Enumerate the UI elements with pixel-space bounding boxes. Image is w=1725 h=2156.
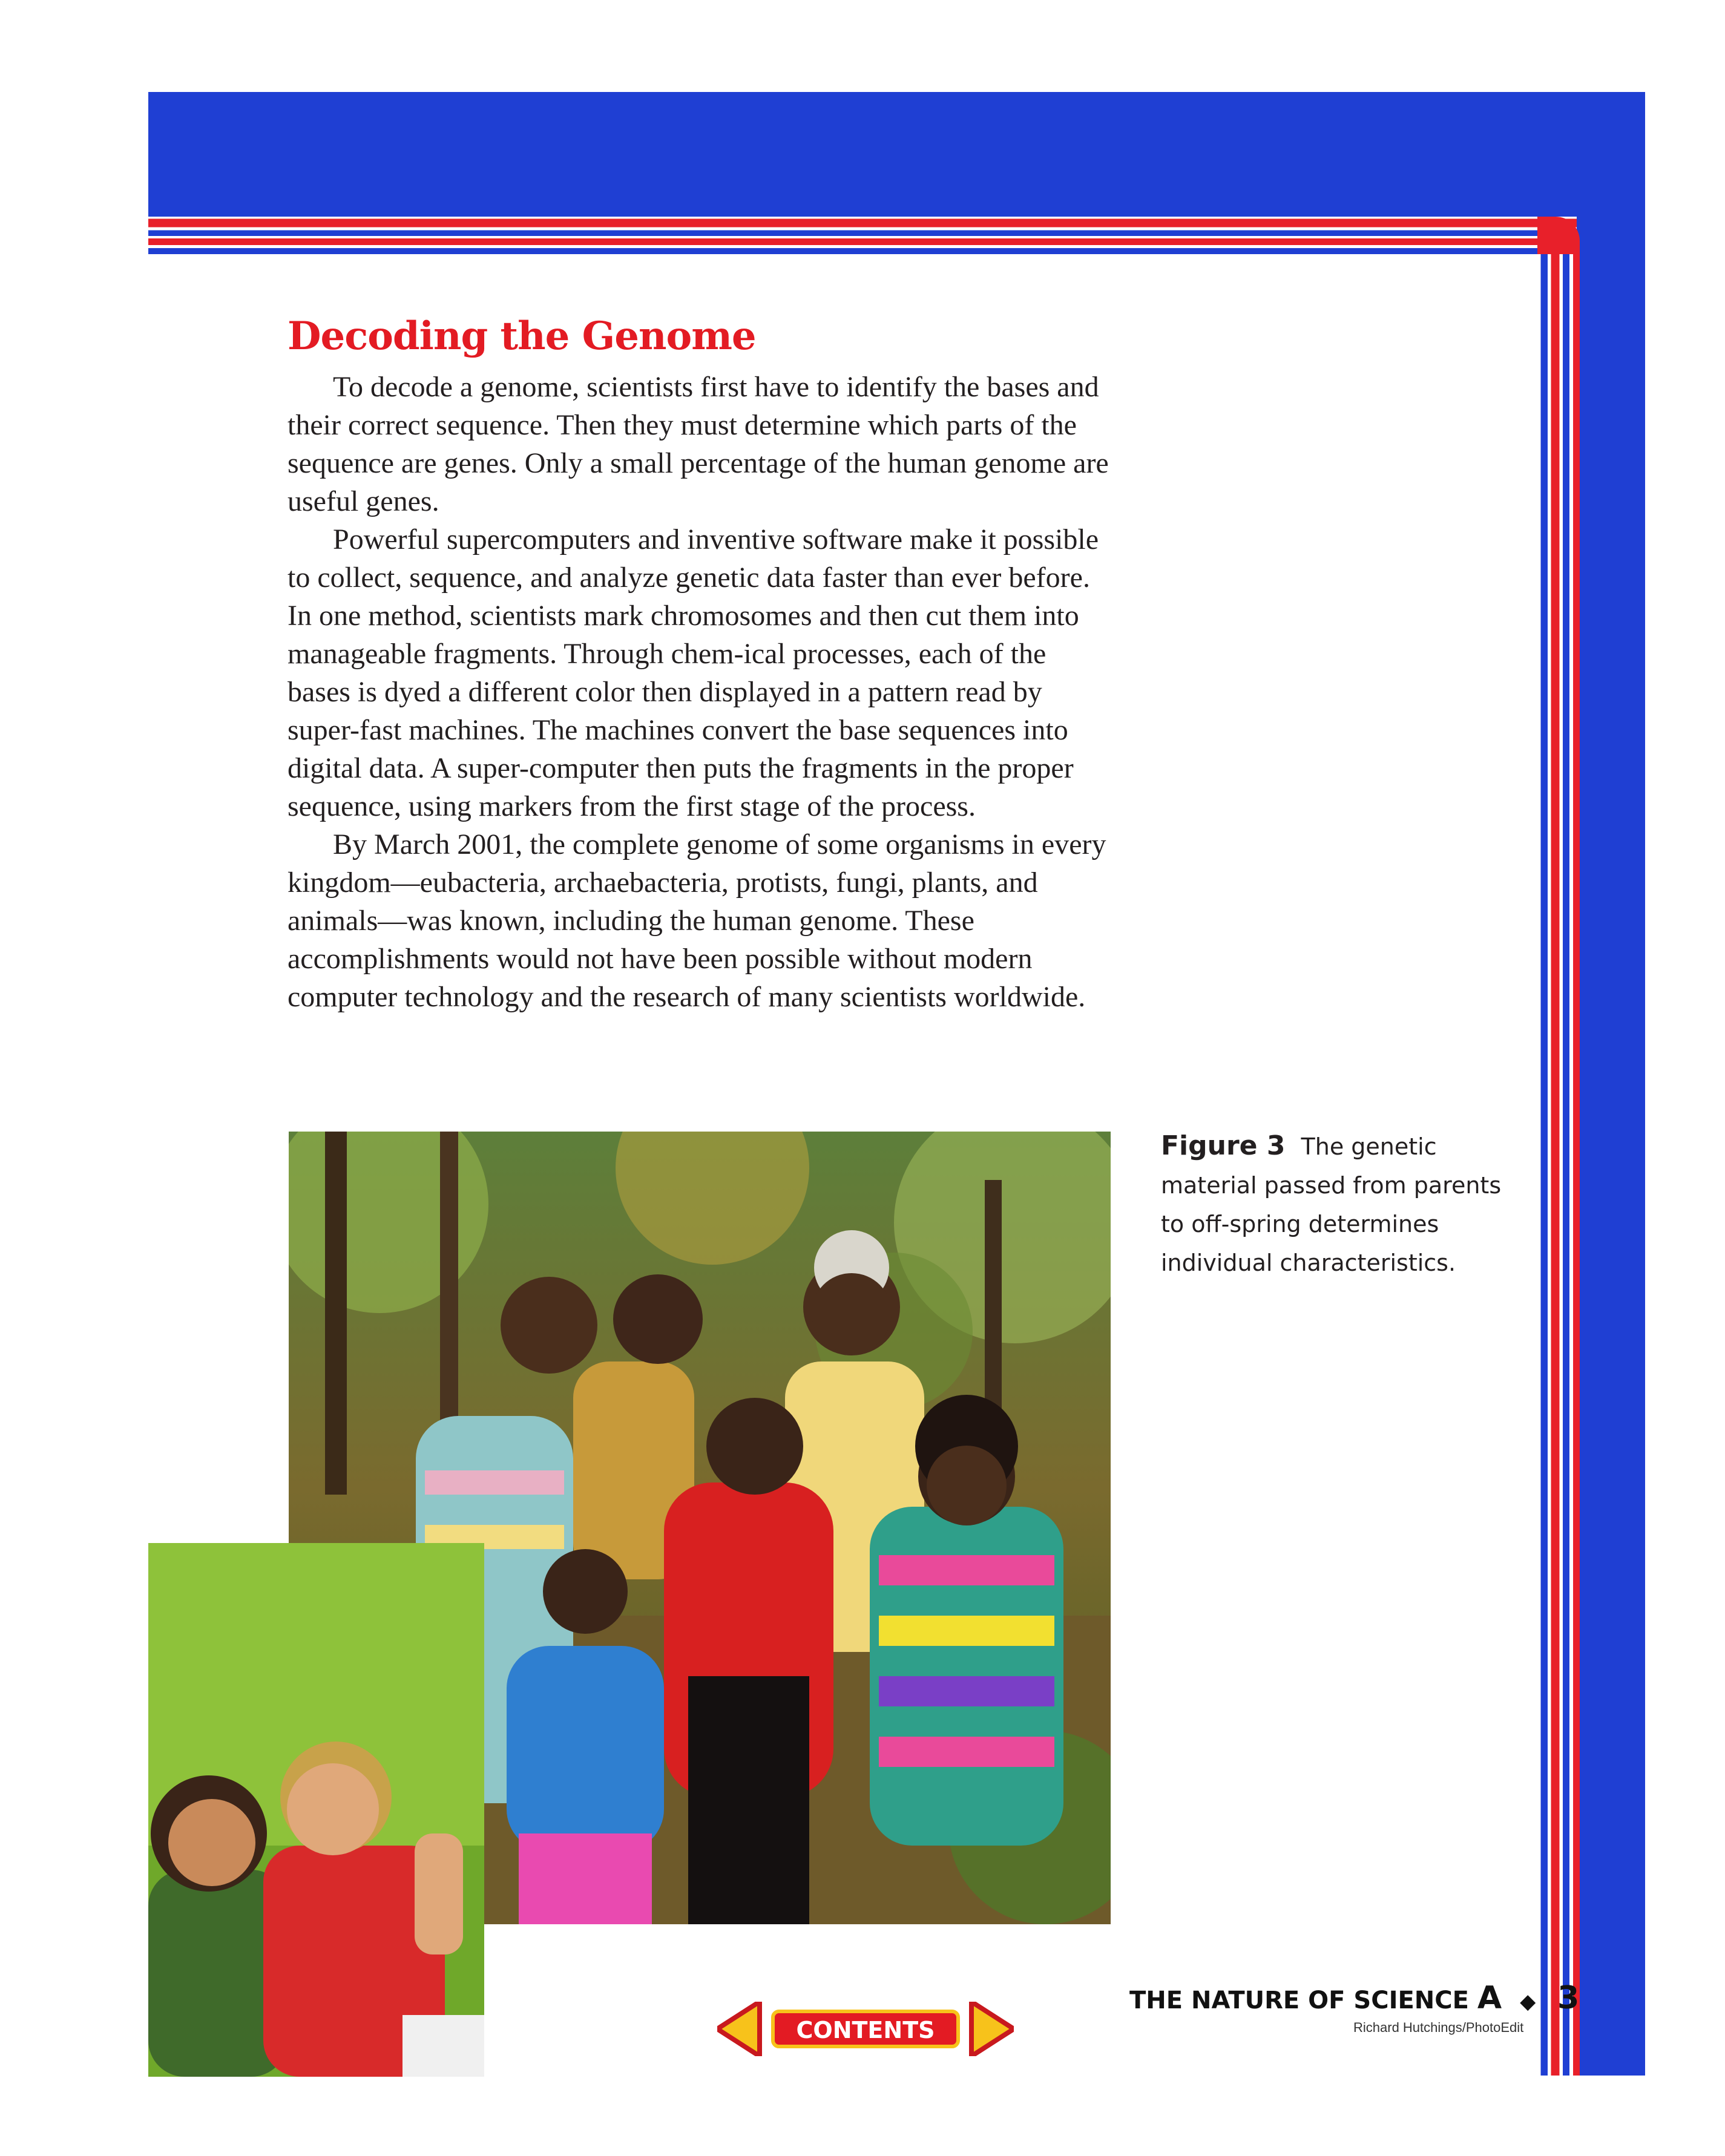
header-banner — [148, 92, 1645, 218]
next-page-arrow-icon[interactable] — [971, 2002, 1014, 2056]
header-stripe — [148, 217, 1577, 254]
contents-label: CONTENTS — [796, 2017, 935, 2043]
figure-caption-text: The genetic material passed from parents to off-spring determines individual characteristics. — [1161, 1133, 1502, 1276]
book-title: THE NATURE OF SCIENCE — [1129, 1987, 1469, 2014]
contents-nav-graphic — [717, 2002, 1014, 2056]
diamond-icon: ◆ — [1520, 1990, 1536, 2014]
photo-credit: Richard Hutchings/PhotoEdit — [1353, 2020, 1524, 2035]
teens-photo-illustration — [148, 1543, 484, 2077]
paragraph: By March 2001, the complete genome of some organisms in every kingdom—eubacteria, archaebacteria, protists, fungi, plants, and animals—was known, including the human genome. These accomplishments would not have been possible without modern computer technology and the research of many scientists worldwide. — [288, 828, 1106, 1013]
paragraph: Powerful supercomputers and inventive software make it possible to collect, sequence, and analyze genetic data faster than ever before. In one method, scientists mark chromosomes and then cut them into manageable fragments. Through chem-ical processes, each of the bases is dyed a different color then displayed in a pattern read by super-fast machines. The machines convert the base sequences into digital data. A super-computer then puts the fragments in the proper sequence, using markers from the first stage of the process. — [288, 523, 1099, 822]
figure-caption — [1161, 1127, 1524, 1282]
footer-book-title — [1129, 1980, 1579, 2016]
section-heading: Decoding the Genome — [288, 313, 756, 359]
contents-button[interactable] — [773, 2011, 958, 2046]
paragraph: To decode a genome, scientists first have to identify the bases and their correct sequence. Then they must determine which parts of the sequence are genes. Only a small percentage of the human genome are useful genes. — [288, 371, 1109, 517]
article-body — [288, 368, 1111, 1016]
teens-photo — [148, 1543, 484, 2077]
previous-page-arrow-icon[interactable] — [717, 2002, 760, 2056]
figure-label: Figure 3 — [1161, 1130, 1286, 1161]
side-stripe — [1537, 248, 1580, 2076]
contents-navigation — [717, 2002, 1014, 2056]
page-number: 3 — [1557, 1980, 1580, 2016]
unit-letter: A — [1477, 1980, 1502, 2016]
side-panel — [1577, 217, 1645, 2076]
